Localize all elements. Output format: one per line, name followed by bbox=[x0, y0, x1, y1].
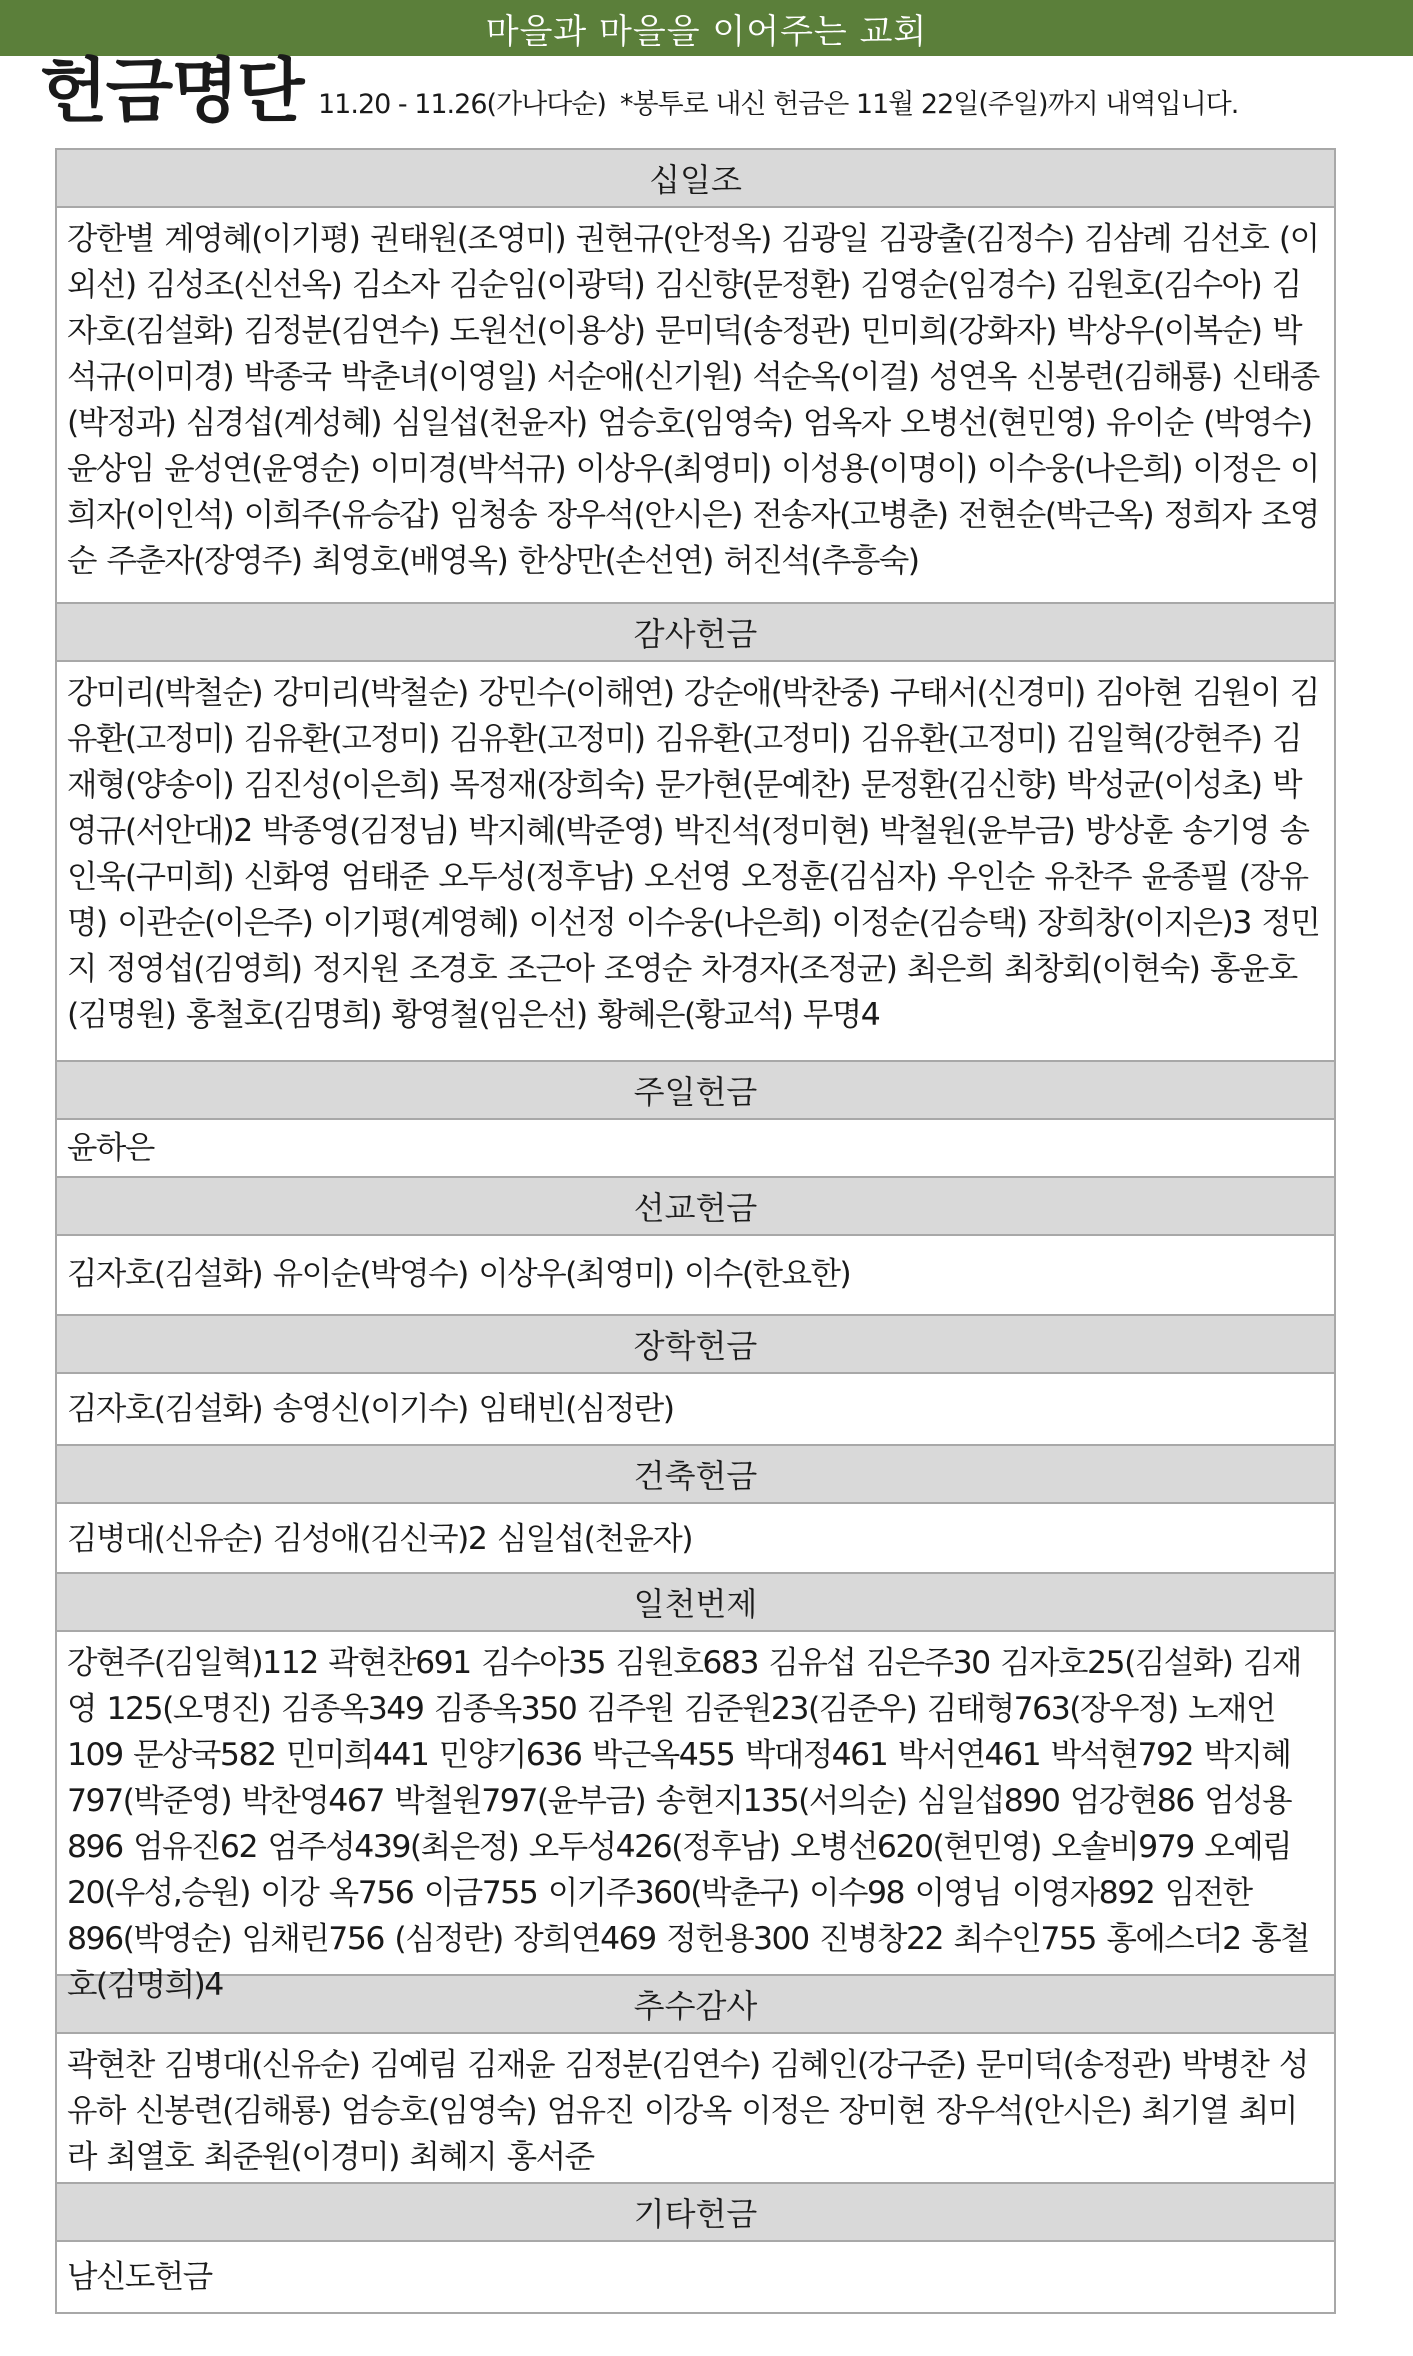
section-header-thanksgiving: 감사헌금 bbox=[57, 604, 1334, 662]
banner-text: 마을과 마을을 이어주는 교회 bbox=[485, 11, 928, 52]
section-header-mission: 선교헌금 bbox=[57, 1178, 1334, 1236]
section-header-building: 건축헌금 bbox=[57, 1446, 1334, 1504]
title-row bbox=[40, 52, 1390, 130]
section-names-thousand-offerings: 강현주(김일혁)112 곽현찬691 김수아35 김원호683 김유섭 김은주30 김자호25(김설화) 김재영 125(오명진) 김종옥349 김종옥350 김주원 김준원23(김준우) 김태형763(장우정) 노재언109 문상국582 민미희441 민양기636 박근옥455 박대정461 박서연461 박석현792 박지혜797(박준영) 박찬영467 박철원797(윤부금) 송현지135(서의순) 심일섭890 엄강현86 엄성용896 엄유진62 엄주성439(최은정) 오두성426(정후남) 오병선620(현민영) 오솔비979 오예림20(우성,승원) 이강 옥756 이금755 이기주360(박춘구) 이수98 이영님 이영자892 임전한896(박영순) 임채린756 (심정란) 장희연469 정헌용300 진병창22 최수인755 홍에스더2 홍철호(김명희)4 bbox=[57, 1632, 1334, 1976]
section-names-mission: 김자호(김설화) 유이순(박영수) 이상우(최영미) 이수(한요한) bbox=[57, 1236, 1334, 1316]
section-header-other: 기타헌금 bbox=[57, 2184, 1334, 2242]
section-header-thousand-offerings: 일천번제 bbox=[57, 1574, 1334, 1632]
section-names-building: 김병대(신유순) 김성애(김신국)2 심일섭(천윤자) bbox=[57, 1504, 1334, 1574]
section-names-thanksgiving: 강미리(박철순) 강미리(박철순) 강민수(이해연) 강순애(박찬중) 구태서(신경미) 김아현 김원이 김유환(고정미) 김유환(고정미) 김유환(고정미) 김유환(고정미) 김유환(고정미) 김일혁(강현주) 김재형(양송이) 김진성(이은희) 목정재(장희숙) 문가현(문예찬) 문정환(김신향) 박성균(이성초) 박영규(서안대)2 박종영(김정님) 박지혜(박준영) 박진석(정미현) 박철원(윤부금) 방상훈 송기영 송인욱(구미희) 신화영 엄태준 오두성(정후남) 오선영 오정훈(김심자) 우인순 유찬주 윤종필 (장유명) 이관순(이은주) 이기평(계영혜) 이선정 이수웅(나은희) 이정순(김승택) 장희창(이지은)3 정민지 정영섭(김영희) 정지원 조경호 조근아 조영순 차경자(조정균) 최은희 최창회(이현숙) 홍윤호(김명원) 홍철호(김명희) 황영철(임은선) 황혜은(황교석) 무명4 bbox=[57, 662, 1334, 1062]
section-header-sunday: 주일헌금 bbox=[57, 1062, 1334, 1120]
section-names-tithe: 강한별 계영혜(이기평) 권태원(조영미) 권현규(안정옥) 김광일 김광출(김정수) 김삼례 김선호 (이외선) 김성조(신선옥) 김소자 김순임(이광덕) 김신향(문정환) 김영순(임경수) 김원호(김수아) 김자호(김설화) 김정분(김연수) 도원선(이용상) 문미덕(송정관) 민미희(강화자) 박상우(이복순) 박석규(이미경) 박종국 박춘녀(이영일) 서순애(신기원) 석순옥(이걸) 성연옥 신봉련(김해룡) 신태종(박정과) 심경섭(계성혜) 심일섭(천윤자) 엄승호(임영숙) 엄옥자 오병선(현민영) 유이순 (박영수) 윤상임 윤성연(윤영순) 이미경(박석규) 이상우(최영미) 이성용(이명이) 이수웅(나은희) 이정은 이희자(이인석) 이희주(유승갑) 임청송 장우석(안시은) 전송자(고병춘) 전현순(박근옥) 정희자 조영순 주춘자(장영주) 최영호(배영옥) 한상만(손선연) 허진석(추흥숙) bbox=[57, 208, 1334, 604]
date-range: 11.20 - 11.26(가나다순) bbox=[318, 89, 606, 120]
church-banner bbox=[0, 0, 1413, 56]
offering-table bbox=[55, 148, 1336, 2314]
section-header-scholarship: 장학헌금 bbox=[57, 1316, 1334, 1374]
envelope-note: *봉투로 내신 헌금은 11월 22일(주일)까지 내역입니다. bbox=[620, 89, 1239, 120]
section-names-harvest-thanks: 곽현찬 김병대(신유순) 김예림 김재윤 김정분(김연수) 김혜인(강구준) 문미덕(송정관) 박병찬 성유하 신봉련(김해룡) 엄승호(임영숙) 엄유진 이강옥 이정은 장미현 장우석(안시은) 최기열 최미라 최열호 최준원(이경미) 최혜지 홍서준 bbox=[57, 2034, 1334, 2184]
section-names-other: 남신도헌금 bbox=[67, 2259, 212, 2295]
page-title: 헌금명단 bbox=[40, 50, 303, 132]
section-header-harvest-thanks: 추수감사 bbox=[57, 1976, 1334, 2034]
section-names-sunday: 윤하은 bbox=[57, 1120, 1334, 1178]
section-header-tithe: 십일조 bbox=[57, 150, 1334, 208]
section-names-scholarship: 김자호(김설화) 송영신(이기수) 임태빈(심정란) bbox=[57, 1374, 1334, 1446]
